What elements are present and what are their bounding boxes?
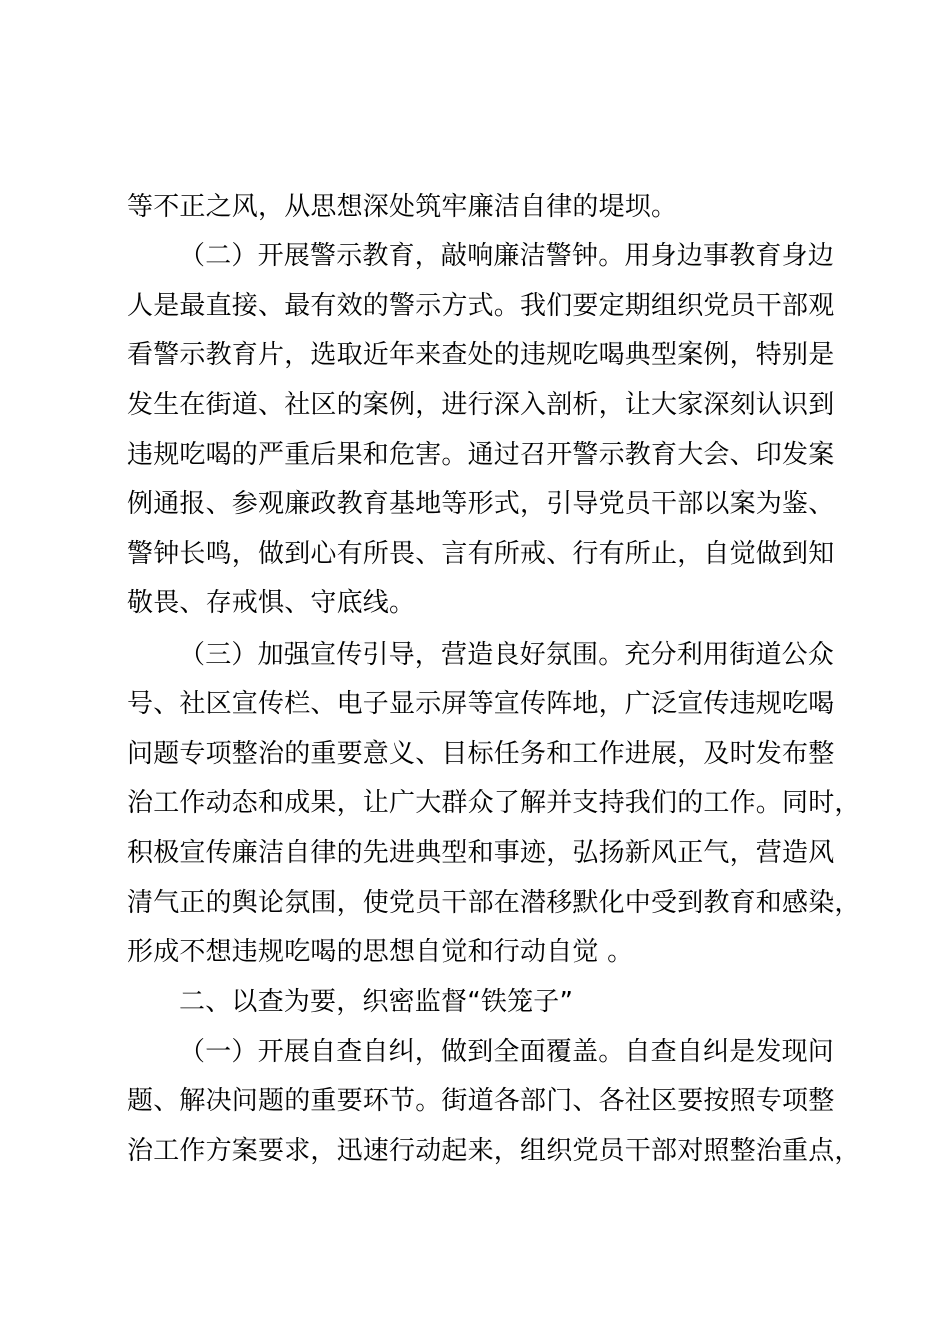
text-line: 清气正的舆论氛围，使党员干部在潜移默化中受到教育和感染， [127,888,861,918]
text-line: 号、社区宣传栏、电子显示屏等宣传阵地，广泛宣传违规吃喝 [127,689,835,719]
section-heading: 二、以查为要，织密监督“铁笼子” [179,987,574,1017]
paragraph-start-line: （二）开展警示教育，敲响廉洁警钟。用身边事教育身边 [179,241,835,271]
paragraph-start-line: （三）加强宣传引导，营造良好氛围。充分利用街道公众 [179,640,835,670]
text-line: 发生在街道、社区的案例，进行深入剖析，让大家深刻认识到 [127,390,835,420]
paragraph-start-line: （一）开展自查自纠，做到全面覆盖。自查自纠是发现问 [179,1037,835,1067]
text-line: 例通报、参观廉政教育基地等形式，引导党员干部以案为鉴、 [127,489,835,519]
text-line: 治工作方案要求，迅速行动起来，组织党员干部对照整治重点， [127,1136,861,1166]
text-line: 治工作动态和成果，让广大群众了解并支持我们的工作。同时， [127,788,861,818]
text-line: 等不正之风，从思想深处筑牢廉洁自律的堤坝。 [127,192,678,222]
text-line: 看警示教育片，选取近年来查处的违规吃喝典型案例，特别是 [127,340,835,370]
text-line: 问题专项整治的重要意义、目标任务和工作进展，及时发布整 [127,739,835,769]
text-line: 积极宣传廉洁自律的先进典型和事迹，弘扬新风正气，营造风 [127,838,835,868]
text-line: 违规吃喝的严重后果和危害。通过召开警示教育大会、印发案 [127,440,835,470]
text-line: 题、解决问题的重要环节。街道各部门、各社区要按照专项整 [127,1086,835,1116]
text-line: 警钟长鸣，做到心有所畏、言有所戒、行有所止，自觉做到知 [127,539,835,569]
text-line: 人是最直接、最有效的警示方式。我们要定期组织党员干部观 [127,291,835,321]
text-line: 敬畏、存戒惧、守底线。 [127,588,416,618]
text-line: 形成不想违规吃喝的思想自觉和行动自觉 。 [127,937,634,967]
